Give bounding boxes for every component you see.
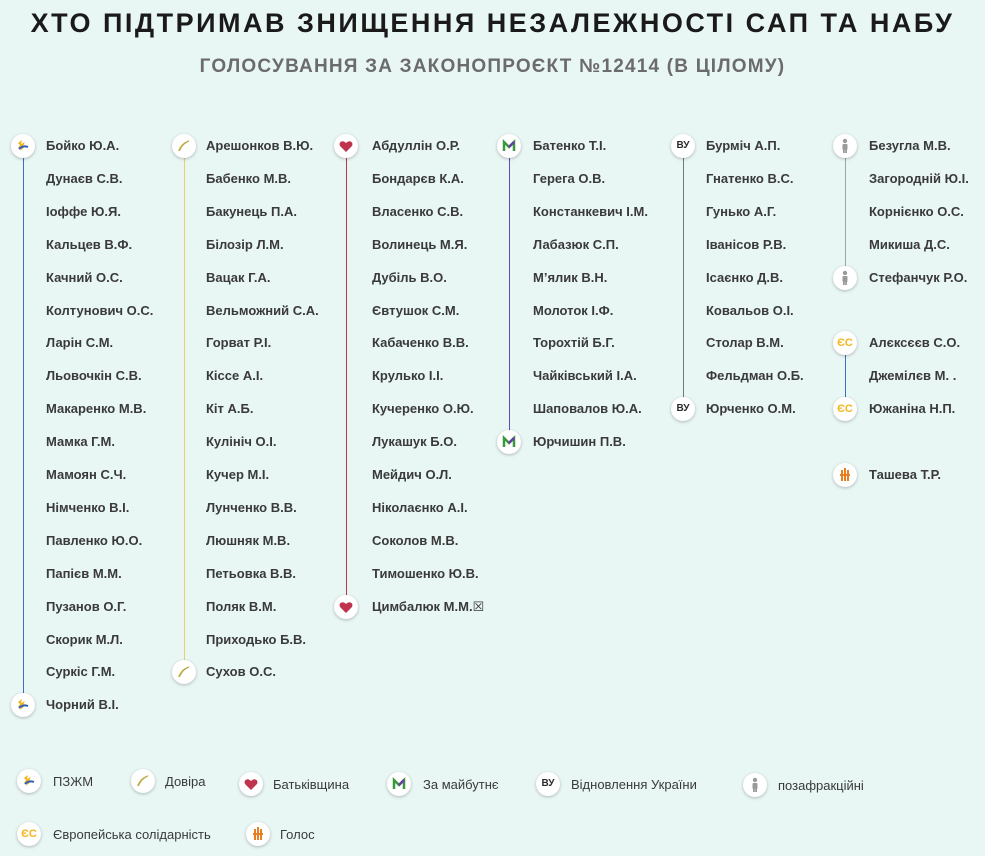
deputy-name: Макаренко М.В. xyxy=(46,401,147,417)
deputy-name: Гнатенко В.С. xyxy=(706,170,794,186)
group-connector-line xyxy=(184,146,185,672)
deputy-name: Южаніна Н.П. xyxy=(869,401,956,417)
deputy-name: Столар В.М. xyxy=(706,335,784,351)
pzzhm-icon xyxy=(11,693,35,717)
vu-icon: ВУ xyxy=(671,397,695,421)
deputy-name: Петьовка В.В. xyxy=(206,565,297,581)
deputy-name: Чорний В.І. xyxy=(46,697,119,713)
deputy-name: Суркіс Г.М. xyxy=(46,664,116,680)
deputy-name: Герега О.В. xyxy=(533,170,606,186)
person-icon xyxy=(833,266,857,290)
holos-icon xyxy=(833,463,857,487)
deputy-name: Білозір Л.М. xyxy=(206,236,284,252)
deputy-name: Крулько І.І. xyxy=(372,368,444,384)
legend-label: Батьківщина xyxy=(273,777,350,792)
vu-icon: ВУ xyxy=(536,772,560,796)
deputy-name: Вацак Г.А. xyxy=(206,269,271,285)
deputy-name: Поляк В.М. xyxy=(206,598,277,614)
deputy-name: Бакунець П.А. xyxy=(206,203,297,219)
deputy-name: Іоффе Ю.Я. xyxy=(46,203,121,219)
deputy-name: Сухов О.С. xyxy=(206,664,276,680)
deputy-name: Колтунович О.С. xyxy=(46,302,154,318)
deputy-name: Джемілєв М. . xyxy=(869,368,957,384)
page-subtitle: ГОЛОСУВАННЯ ЗА ЗАКОНОПРОЄКТ №12414 (В ЦІЛОМУ) xyxy=(199,56,786,77)
deputy-name: Бабенко М.В. xyxy=(206,170,292,186)
group-connector-line xyxy=(346,146,347,607)
deputy-name: Чайківський І.А. xyxy=(533,368,637,384)
deputy-name: Загородній Ю.І. xyxy=(869,170,969,186)
deputy-name: Дунаєв С.В. xyxy=(46,170,123,186)
legend-label: Голос xyxy=(280,827,315,842)
deputy-name: Волинець М.Я. xyxy=(372,236,468,252)
deputy-name: Люшняк М.В. xyxy=(206,532,291,548)
legend-label: За майбутнє xyxy=(423,777,499,792)
deputy-name: Приходько Б.В. xyxy=(206,631,307,647)
deputy-name: Фельдман О.Б. xyxy=(706,368,804,384)
deputy-name: Бондарєв К.А. xyxy=(372,170,464,186)
deputy-name: Іванісов Р.В. xyxy=(706,236,787,252)
dovira-icon xyxy=(172,134,196,158)
deputy-name: Мамка Г.М. xyxy=(46,434,115,450)
dovira-icon xyxy=(172,660,196,684)
legend-label: ПЗЖМ xyxy=(53,774,94,789)
deputy-name: Льовочкін С.В. xyxy=(46,368,142,384)
deputy-name: Безугла М.В. xyxy=(869,138,951,153)
deputy-name: Горват Р.І. xyxy=(206,335,272,351)
deputy-name: Гунько А.Г. xyxy=(706,203,777,219)
deputy-name: Дубіль В.О. xyxy=(372,269,447,285)
deputy-name: Микиша Д.С. xyxy=(869,236,950,252)
deputy-name: Кіссе А.І. xyxy=(206,368,264,384)
deputy-name: Констанкевич І.М. xyxy=(533,203,648,219)
yes-icon: ЄС xyxy=(17,822,41,846)
deputy-name: Мейдич О.Л. xyxy=(372,467,452,482)
group-connector-line xyxy=(845,146,846,278)
deputy-name: Ларін С.М. xyxy=(46,335,114,351)
deputy-name: Бурміч А.П. xyxy=(706,138,781,153)
legend-label: Європейська солідарність xyxy=(53,827,211,842)
deputy-name: Алєксєєв С.О. xyxy=(869,335,961,351)
deputy-name: Євтушок С.М. xyxy=(372,302,460,318)
deputy-name: Кулініч О.І. xyxy=(206,434,277,450)
pzzhm-icon xyxy=(11,134,35,158)
group-connector-line xyxy=(683,146,684,409)
deputy-name: Тимошенко Ю.В. xyxy=(372,565,479,581)
legend-label: Відновлення України xyxy=(571,777,697,792)
holos-icon xyxy=(246,822,270,846)
deputy-name: М’ялик В.Н. xyxy=(533,269,608,285)
deputy-name: Юрченко О.М. xyxy=(706,401,796,417)
deputy-name: Папієв М.М. xyxy=(46,565,122,581)
za-maibutnie-icon xyxy=(497,134,521,158)
group-connector-line xyxy=(509,146,510,442)
deputy-name: Соколов М.В. xyxy=(372,532,459,548)
za-maibutnie-icon xyxy=(387,772,411,796)
deputy-name: Бойко Ю.А. xyxy=(46,138,120,153)
heart-icon xyxy=(334,595,358,619)
dovira-icon xyxy=(131,769,155,793)
heart-icon xyxy=(334,134,358,158)
deputy-name: Юрчишин П.В. xyxy=(533,434,626,450)
deputy-name: Лукашук Б.О. xyxy=(372,434,457,450)
yes-icon: ЄС xyxy=(833,397,857,421)
deputy-name: Стефанчук Р.О. xyxy=(869,269,968,285)
deputy-name: Мамоян С.Ч. xyxy=(46,467,127,482)
deputy-name: Кальцев В.Ф. xyxy=(46,236,133,252)
deputy-name: Ісаєнко Д.В. xyxy=(706,269,784,285)
deputy-name: Кучер М.І. xyxy=(206,467,270,482)
legend-label: Довіра xyxy=(165,774,206,789)
deputy-name: Лунченко В.В. xyxy=(206,499,297,515)
person-icon xyxy=(833,134,857,158)
deputy-name: Ташева Т.Р. xyxy=(869,467,941,482)
deputy-name: Кіт А.Б. xyxy=(206,401,254,417)
deputy-name: Скорик М.Л. xyxy=(46,631,123,647)
heart-icon xyxy=(239,772,263,796)
deputy-name: Кучеренко О.Ю. xyxy=(372,401,474,417)
deputy-name: Абдуллін О.Р. xyxy=(372,138,461,153)
person-icon xyxy=(743,773,767,797)
deputy-name: Цимбалюк М.М.☒ xyxy=(372,598,485,614)
deputy-name: Власенко С.В. xyxy=(372,203,464,219)
legend-label: позафракційні xyxy=(778,778,864,793)
deputy-name: Корнієнко О.С. xyxy=(869,203,964,219)
deputy-name: Кабаченко В.В. xyxy=(372,335,469,351)
pzzhm-icon xyxy=(17,769,41,793)
group-connector-line xyxy=(23,146,24,705)
page-title: ХТО ПІДТРИМАВ ЗНИЩЕННЯ НЕЗАЛЕЖНОСТІ САП ТА НАБУ xyxy=(30,8,955,38)
deputy-name: Качний О.С. xyxy=(46,269,123,285)
deputy-name: Вельможний С.А. xyxy=(206,302,319,318)
deputy-name: Павленко Ю.О. xyxy=(46,532,143,548)
deputy-name: Німченко В.І. xyxy=(46,499,130,515)
yes-icon: ЄС xyxy=(833,331,857,355)
deputy-name: Торохтій Б.Г. xyxy=(533,335,615,351)
deputy-name: Шаповалов Ю.А. xyxy=(533,401,642,417)
deputy-name: Ковальов О.І. xyxy=(706,302,794,318)
deputy-name: Ніколаєнко А.І. xyxy=(372,499,468,515)
vu-icon: ВУ xyxy=(671,134,695,158)
deputy-name: Арешонков В.Ю. xyxy=(206,138,314,153)
za-maibutnie-icon xyxy=(497,430,521,454)
deputy-name: Пузанов О.Г. xyxy=(46,598,127,614)
deputy-name: Лабазюк С.П. xyxy=(533,236,619,252)
deputy-name: Молоток І.Ф. xyxy=(533,302,614,318)
deputy-name: Батенко Т.І. xyxy=(533,138,607,153)
